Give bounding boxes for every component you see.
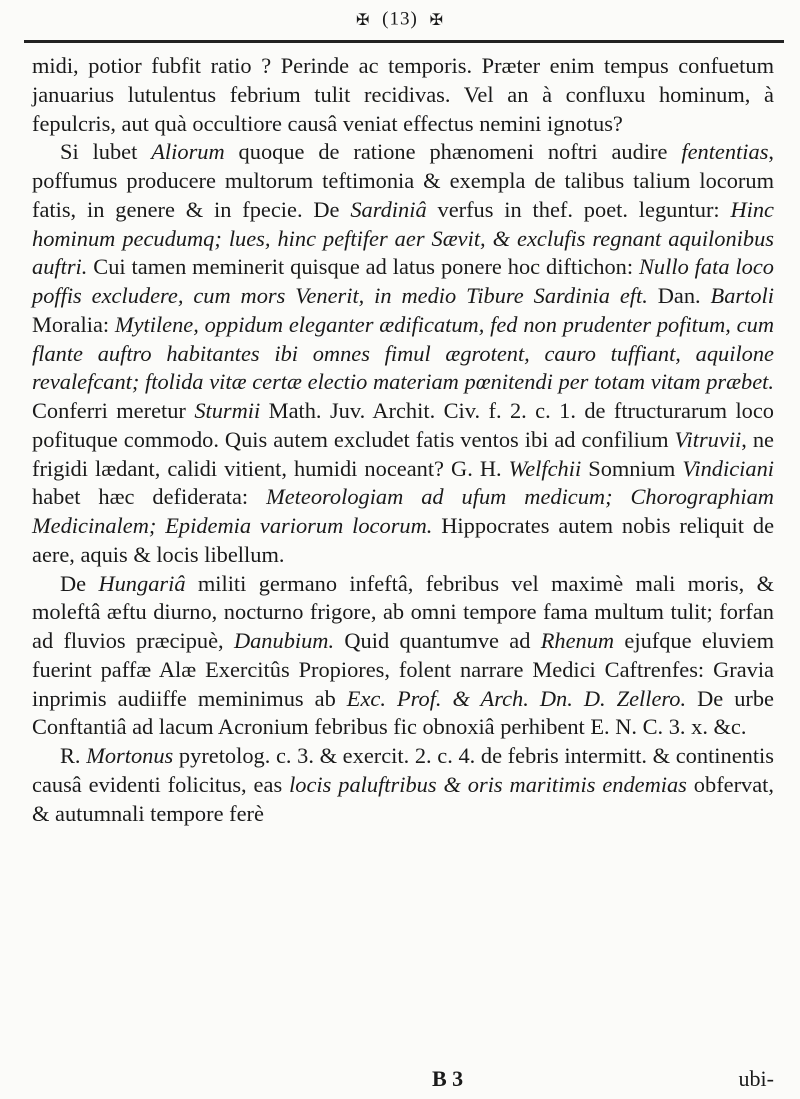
body-text (32, 52, 774, 828)
italic-text-run: locis paluftribus & oris maritimis endemias (289, 771, 687, 797)
italic-text-run: Meteorologiam ad ufum medicum; Chorographiam Medicinalem; Epidemia variorum locorum. (32, 484, 774, 538)
paragraph-1 (32, 52, 774, 138)
text-run: Hippocrates autem nobis reliquit de aere, aquis & locis libellum. (32, 513, 775, 567)
text-run: Somnium (581, 455, 683, 481)
signature-mark: B 3 (432, 1066, 464, 1091)
italic-text-run: Hinc hominum pecudumq; lues, hinc peftifer aer Sævit, & exclufis regnant aquilonibus auftri. (32, 196, 774, 280)
catchword: ubi- (738, 1066, 774, 1091)
italic-text-run: Mortonus (86, 743, 174, 768)
italic-text-run: Vindiciani (682, 455, 774, 481)
text-run: Conferri meretur (32, 398, 195, 423)
right-ornament-icon: ✠ (429, 11, 444, 29)
text-run: quoque de ratione phænomeni noftri audire (224, 139, 682, 165)
running-header (0, 8, 800, 38)
text-run: verfus in thef. poet. leguntur: (426, 196, 731, 222)
italic-text-run: Mytilene, oppidum eleganter ædificatum, fed non prudenter pofitum, cum flante auftro habitantes ibi omnes fimul ægrotent, cauro tuffiant, aquilone revalefcant; ftolida vitæ certæ electio materiam pœnitendi per totam vitam præbet. (32, 311, 774, 395)
text-run: habet hæc defiderata: (32, 484, 267, 510)
italic-text-run: Rhenum (540, 628, 615, 653)
text-run: pyretolog. c. 3. & exercit. 2. c. 4. de febris intermitt. & continentis causâ evidenti folicitus, eas (32, 743, 774, 797)
text-run: Moralia: (32, 311, 115, 337)
text-run: militi germano infeftâ, febribus vel maximè mali moris, & moleftâ æftu diurno, nocturno frigore, ab omni tempore fama multum tulit; forfan ad fluvios præcipuè, (32, 570, 774, 653)
paragraph-2 (32, 138, 774, 569)
page-number: (13) (382, 8, 418, 30)
text-run: R. (60, 743, 87, 768)
text-run: , poffumus producere multorum teftimonia & exempla de talibus talium locorum fatis, in genere & in fpecie. De (32, 139, 775, 222)
page-footer (32, 1066, 774, 1094)
paragraph-3 (32, 570, 774, 743)
italic-text-run: Hungariâ (98, 570, 186, 596)
text-run: Cui tamen meminerit quisque ad latus ponere hoc diftichon: (87, 254, 639, 280)
paragraph-4 (32, 742, 774, 828)
text-run: Math. Juv. Archit. Civ. f. 2. c. 1. de ftructurarum loco pofituque commodo. Quis autem excludet fatis ventos ibi ad confilium (32, 398, 774, 452)
italic-text-run: Bartoli (710, 283, 774, 308)
text-run: Quid quantumve ad (334, 628, 541, 653)
italic-text-run: Vitruvii (674, 426, 742, 452)
italic-text-run: fententias (681, 139, 769, 165)
italic-text-run: Welfchii (508, 455, 582, 481)
text-run: , ne frigidi lædant, calidi vitient, humidi noceant? G. H. (32, 426, 774, 481)
italic-text-run: Aliorum (151, 139, 225, 165)
left-ornament-icon: ✠ (356, 11, 371, 29)
italic-text-run: Danubium. (233, 628, 335, 653)
text-run: midi, potior fubfit ratio ? Perinde ac temporis. Præter enim tempus confuetum januarius lutulentus febrium tulit recidivas. Vel an à confluxu hominum, à fepulcris, aut quà occultiore causâ veniat effectus nemini ignotus? (32, 53, 774, 136)
text-run: obfervat, & autumnali tempore ferè (32, 771, 774, 826)
header-rule (24, 40, 784, 43)
text-run: ejufque eluviem fuerint paffæ Alæ Exercitûs Propiores, folent narrare Medici Caftrenfes: Gravia inprimis audiiffe meminimus ab (32, 628, 774, 711)
italic-text-run: Sardiniâ (350, 196, 427, 222)
italic-text-run: Exc. Prof. & Arch. Dn. D. Zellero. (346, 685, 687, 711)
text-run: De (60, 570, 99, 596)
italic-text-run: Nullo fata loco poffis excludere, cum mors Venerit, in medio Tibure Sardinia eft. (32, 254, 774, 308)
text-run: Dan. (647, 283, 711, 308)
text-run: Si lubet (60, 139, 152, 165)
text-run: De urbe Conftantiâ ad lacum Acronium febribus fic obnoxiâ perhibent E. N. C. 3. x. &c. (32, 685, 774, 740)
italic-text-run: Sturmii (194, 398, 261, 423)
